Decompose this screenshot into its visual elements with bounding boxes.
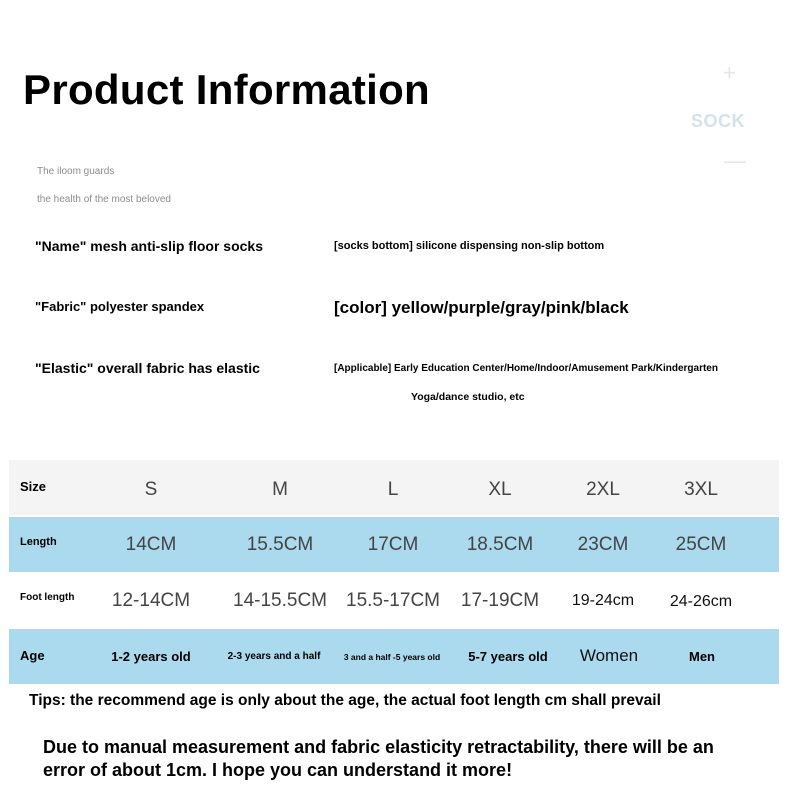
length-cell: 23CM: [577, 534, 629, 555]
row-label-size: Size: [20, 479, 47, 494]
foot-length-cell: 19-24cm: [571, 592, 635, 609]
foot-length-cell: 15.5-17CM: [346, 590, 440, 611]
slogan-line-2: the health of the most beloved: [37, 194, 171, 205]
info-name: "Name" mesh anti-slip floor socks: [35, 238, 264, 254]
info-elastic: "Elastic" overall fabric has elastic: [35, 360, 260, 376]
info-applicable-more: Yoga/dance studio, etc: [411, 391, 525, 403]
size-row: [9, 460, 779, 516]
row-label-foot-length: Foot length: [20, 592, 75, 603]
age-cell: 3 and a half -5 years old: [343, 652, 441, 662]
foot-length-cell: 17-19CM: [460, 590, 540, 611]
measurement-note: Due to manual measurement and fabric elasticity retractability, there will be an error of about 1cm. I hope you can understand it more!: [43, 737, 714, 780]
slogan-line-1: The iloom guards: [37, 166, 115, 177]
length-cell: 17CM: [367, 534, 419, 555]
sock-watermark: SOCK: [691, 111, 746, 131]
info-fabric: "Fabric" polyester spandex: [35, 299, 205, 314]
size-cell: L: [387, 479, 399, 500]
info-applicable: [Applicable] Early Education Center/Home/Indoor/Amusement Park/Kindergarten: [334, 363, 718, 374]
info-color: [color] yellow/purple/gray/pink/black: [334, 298, 629, 317]
age-cell: 2-3 years and a half: [227, 651, 321, 662]
size-cell: M: [272, 479, 288, 500]
length-cell: 15.5CM: [246, 534, 314, 555]
age-row: [9, 628, 779, 684]
length-cell: 14CM: [125, 534, 177, 555]
foot-length-cell: 12-14CM: [111, 590, 191, 611]
age-cell: 5-7 years old: [468, 649, 548, 664]
page-title: Product Information: [23, 66, 431, 113]
foot-length-cell: 14-15.5CM: [233, 590, 327, 611]
age-cell: Men: [689, 649, 715, 664]
row-separator: [9, 627, 779, 629]
length-row: [9, 516, 779, 572]
length-cell: 18.5CM: [466, 534, 534, 555]
foot-length-row: [9, 572, 779, 628]
plus-icon: +: [723, 60, 736, 85]
info-bottom: [socks bottom] silicone dispensing non-slip bottom: [334, 240, 605, 252]
row-label-length: Length: [20, 536, 57, 548]
row-separator: [9, 515, 779, 517]
size-cell: 2XL: [586, 479, 620, 500]
size-cell: XL: [488, 479, 512, 500]
foot-length-cell: 24-26cm: [669, 593, 733, 610]
length-cell: 25CM: [675, 534, 727, 555]
tips-text: Tips: the recommend age is only about the age, the actual foot length cm shall prevail: [29, 692, 661, 709]
age-cell: 1-2 years old: [111, 649, 191, 664]
size-cell: 3XL: [684, 479, 718, 500]
minus-icon: —: [724, 148, 746, 173]
age-cell: Women: [579, 646, 639, 665]
row-label-age: Age: [20, 648, 45, 663]
size-cell: S: [144, 479, 158, 500]
